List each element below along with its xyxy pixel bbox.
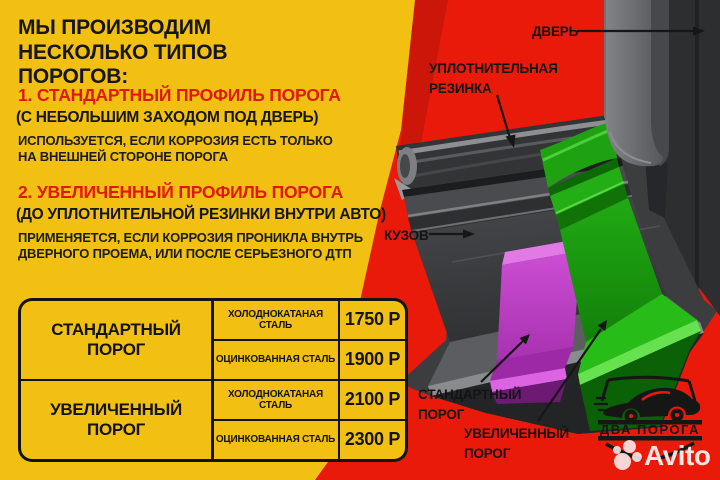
table-price-cell: 1900 Р [340, 341, 405, 379]
standard-sill-label [418, 385, 521, 424]
table-price-cell: 2100 Р [340, 381, 405, 419]
table-price-cell: 1750 Р [340, 301, 405, 339]
door-panel [605, 0, 669, 166]
price-table [18, 298, 408, 462]
avito-logo-icon [623, 440, 636, 453]
section2-description [18, 230, 363, 261]
brand-name: ДВА ПОРОГА [599, 422, 701, 437]
table-material-cell: ОЦИНКОВАННАЯ СТАЛЬ [214, 341, 338, 379]
table-material-cell: ХОЛОДНОКАТАНАЯ СТАЛЬ [214, 301, 338, 339]
standard-sill-label-line1: СТАНДАРТНЫЙ [418, 387, 522, 402]
logo-car-icon [594, 388, 700, 423]
table-material-cell: ХОЛОДНОКАТАНАЯ СТАЛЬ [214, 381, 338, 419]
table-product-cell: УВЕЛИЧЕННЫЙ ПОРОГ [21, 381, 211, 459]
section1-desc-line2: НА ВНЕШНЕЙ СТОРОНЕ ПОРОГА [18, 148, 228, 164]
increased-sill-label [464, 424, 569, 463]
section1-subtitle: (С НЕБОЛЬШИМ ЗАХОДОМ ПОД ДВЕРЬ) [16, 109, 319, 126]
standard-sill-label-line2: ПОРОГ [418, 406, 465, 422]
door-label: ДВЕРЬ [532, 24, 579, 39]
section2-desc-line1: ПРИМЕНЯЕТСЯ, ЕСЛИ КОРРОЗИЯ ПРОНИКЛА ВНУТРЬ [18, 230, 363, 245]
seal-label-line2: РЕЗИНКА [429, 80, 492, 96]
body-label: КУЗОВ [384, 228, 429, 243]
avito-logo-icon [614, 453, 631, 470]
poster-heading: МЫ ПРОИЗВОДИМ НЕСКОЛЬКО ТИПОВ ПОРОГОВ: [18, 16, 228, 88]
increased-sill-label-line2: ПОРОГ [464, 445, 511, 461]
section2-subtitle: (ДО УПЛОТНИТЕЛЬНОЙ РЕЗИНКИ ВНУТРИ АВТО) [16, 206, 386, 223]
seal-label-line1: УПЛОТНИТЕЛЬНАЯ [429, 61, 558, 76]
increased-sill-label-line1: УВЕЛИЧЕННЫЙ [464, 426, 570, 441]
seal-label [429, 59, 558, 98]
section1-description [18, 133, 333, 164]
table-product-cell: СТАНДАРТНЫЙ ПОРОГ [21, 301, 211, 379]
section2-desc-line2: ДВЕРНОГО ПРОЕМА, ИЛИ ПОСЛЕ СЕРЬЕЗНОГО ДТП [18, 245, 352, 261]
avito-watermark-text: Avito [644, 440, 711, 471]
section1-title: 1. СТАНДАРТНЫЙ ПРОФИЛЬ ПОРОГА [18, 85, 341, 105]
avito-logo-icon [632, 452, 642, 462]
section2-title: 2. УВЕЛИЧЕННЫЙ ПРОФИЛЬ ПОРОГА [18, 182, 344, 202]
section1-desc-line1: ИСПОЛЬЗУЕТСЯ, ЕСЛИ КОРРОЗИЯ ЕСТЬ ТОЛЬКО [18, 133, 333, 148]
table-price-cell: 2300 Р [340, 421, 405, 459]
avito-watermark [610, 440, 720, 476]
table-material-cell: ОЦИНКОВАННАЯ СТАЛЬ [214, 421, 338, 459]
